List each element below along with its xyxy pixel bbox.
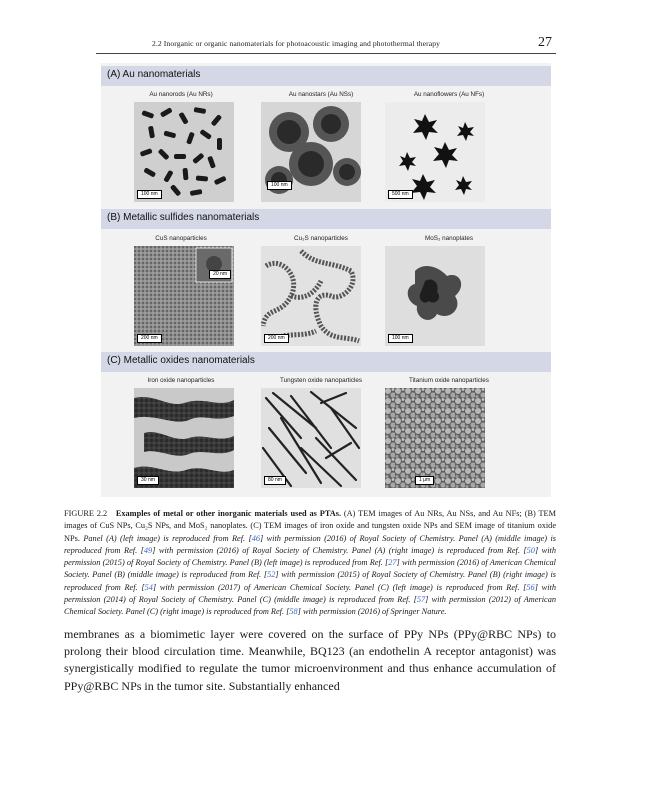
caption-iron-oxide: Iron oxide nanoparticles — [147, 377, 215, 384]
tem-iron-oxide — [134, 388, 234, 488]
caption-mos2: MoS₂ nanoplates — [425, 235, 473, 242]
ref-link[interactable]: 57 — [416, 595, 426, 605]
scale-bar: 200 nm — [137, 334, 162, 343]
inset-scale-bar: 20 nm — [209, 270, 231, 279]
ref-link[interactable]: 52 — [267, 570, 276, 580]
figure-label: FIGURE 2.2 — [64, 509, 108, 518]
scale-bar: 100 nm — [388, 334, 413, 343]
header-rule — [96, 53, 556, 54]
tem-tungsten-oxide — [261, 388, 361, 488]
scale-bar: 200 nm — [264, 334, 289, 343]
ref-link[interactable]: 27 — [388, 558, 397, 568]
panel-a-title: (A) Au nanomaterials — [107, 69, 201, 80]
ref-link[interactable]: 56 — [526, 582, 535, 592]
scale-bar: 1 μm — [415, 476, 434, 485]
tem-au-nanoflowers — [385, 102, 485, 202]
scale-bar: 500 nm — [388, 190, 413, 199]
figure-caption — [64, 508, 556, 619]
ref-link[interactable]: 58 — [289, 607, 298, 617]
scale-bar: 100 nm — [267, 181, 292, 190]
ref-link[interactable]: 54 — [144, 582, 153, 592]
ref-link[interactable]: 49 — [143, 545, 153, 555]
running-header — [96, 37, 556, 51]
panel-c-heading — [101, 352, 551, 372]
caption-au-nanoflowers: Au nanoflowers (Au NFs) — [413, 91, 485, 98]
tem-cus — [134, 246, 234, 346]
tem-cu2s — [261, 246, 361, 346]
tem-au-nanorods — [134, 102, 234, 202]
panel-b-heading — [101, 209, 551, 229]
caption-au-nanostars: Au nanostars (Au NSs) — [288, 91, 354, 98]
scale-bar: 80 nm — [264, 476, 286, 485]
sem-titanium-oxide — [385, 388, 485, 488]
ref-link[interactable]: 46 — [251, 533, 261, 543]
scale-bar: 30 nm — [137, 476, 159, 485]
scale-bar: 100 nm — [137, 190, 162, 199]
panel-a-heading — [101, 66, 551, 86]
tem-au-nanostars — [261, 102, 361, 202]
caption-au-nanorods: Au nanorods (Au NRs) — [149, 91, 213, 98]
body-paragraph: membranes as a biomimetic layer were covered on the surface of PPy NPs (PPy@RBC NPs) to prolong their blood circulation time. Meanwhile, BQ123 (an endothelin A receptor antagonist) was synergistically modified to regulate the tumor microenvironment and thus enhance accumulation of PPy@RBC NPs in the tumor site. Substantially enhanced — [64, 627, 556, 693]
panel-c-title: (C) Metallic oxides nanomaterials — [107, 355, 255, 366]
panel-b-title: (B) Metallic sulfides nanomaterials — [107, 212, 260, 223]
page-number: 27 — [538, 35, 552, 50]
figure-2-2 — [101, 63, 551, 497]
tem-mos2 — [385, 246, 485, 346]
ref-link[interactable]: 50 — [526, 545, 535, 555]
caption-description: (A) TEM images of Au NRs, Au NSs, and Au NFs; (B) TEM images of CuS NPs, Cu₂S NPs, and MoS₂ nanoplates. (C) TEM images of iron oxide and tungsten oxide NPs and SEM image of titanium oxide NPs. — [64, 509, 556, 543]
caption-credits: Panel (A) (left image) is reproduced from Ref. [46] with permission (2016) of Royal Society of Chemistry. Panel (A) (middle image) is reproduced from Ref. [49] with permission (2016) of Royal Society of Chemistry. Panel (A) (right image) is reproduced from Ref. [50] with permission (2015) of Royal Society of Chemistry. Panel (B) (left image) is reproduced from Ref. [27] with permission (2016) of American Chemical Society. Panel (B) (middle image) is reproduced from Ref. [52] with permission (2015) of Royal Society of Chemistry. Panel (B) (right image) is reproduced from Ref. [54] with permission (2017) of American Chemical Society. Panel (C) (left image) is reproduced from Ref. [56] with permission (2014) of Royal Society of Chemistry. Panel (C) (middle image) is reproduced from Ref. [57] with permission (2012) of American Chemical Society. Panel (C) (right image) is reproduced from Ref. [58] with permission (2016) of Springer Nature. — [64, 533, 556, 617]
caption-cus: CuS nanoparticles — [155, 235, 207, 242]
caption-cu2s: Cu₂S nanoparticles — [294, 235, 348, 242]
caption-tungsten-oxide: Tungsten oxide nanoparticles — [279, 377, 363, 384]
section-title: 2.2 Inorganic or organic nanomaterials for photoacoustic imaging and photothermal therapy — [152, 39, 441, 48]
caption-title: Examples of metal or other inorganic materials used as PTAs. — [115, 509, 342, 518]
caption-titanium-oxide: Titanium oxide nanoparticles — [409, 377, 489, 384]
